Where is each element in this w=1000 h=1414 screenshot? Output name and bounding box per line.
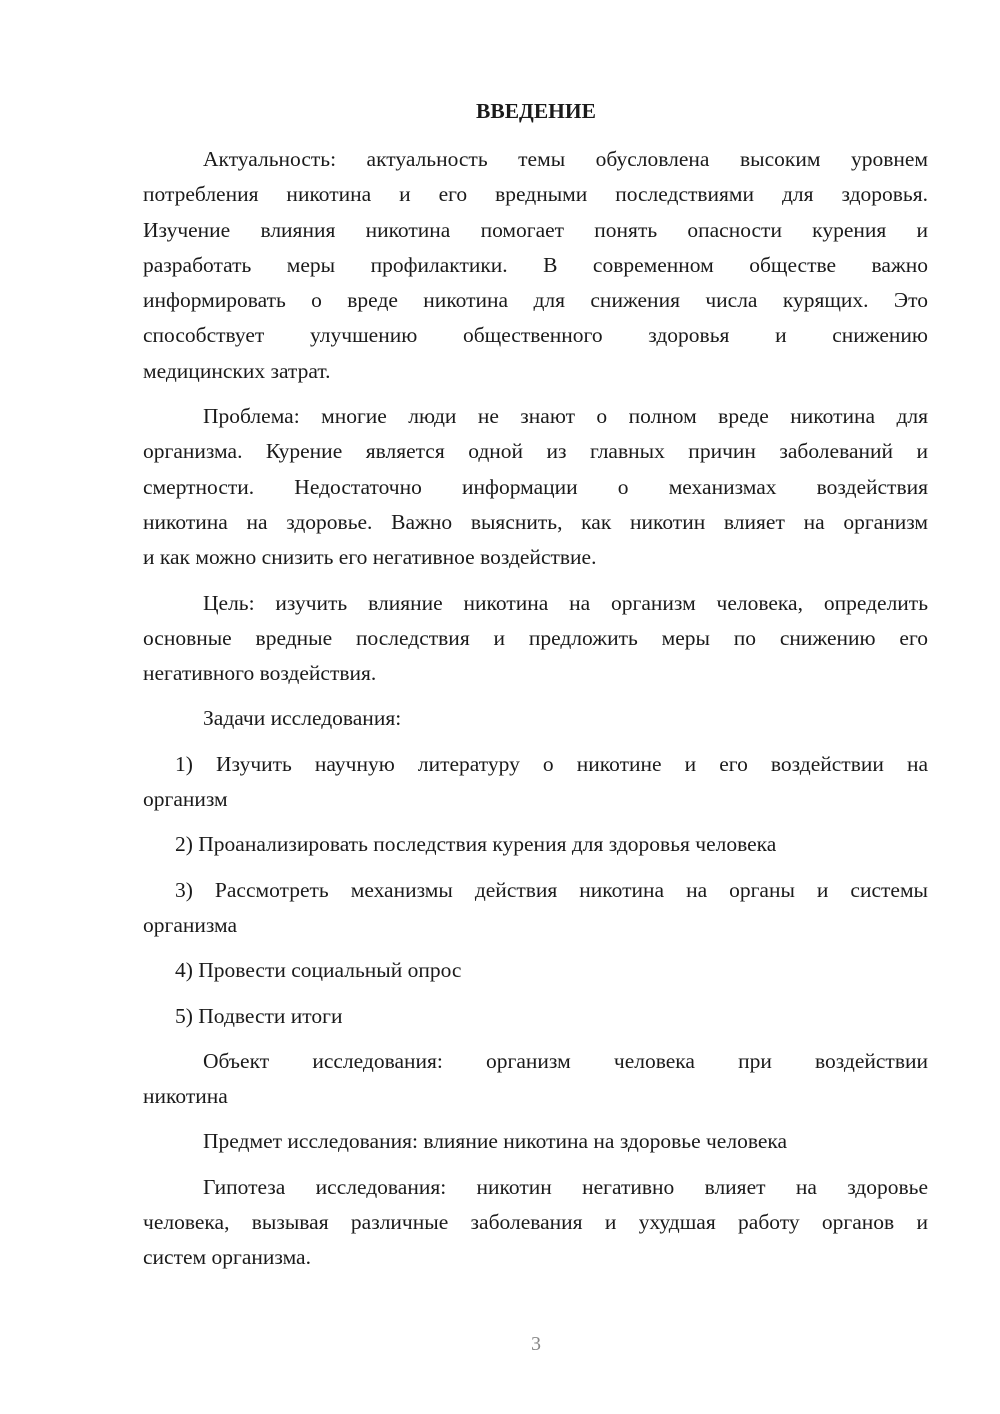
text-line: потребления никотина и его вредными последствиями для здоровья. xyxy=(143,182,928,207)
problem-paragraph xyxy=(143,399,928,575)
task-item xyxy=(143,827,928,862)
section-title: ВВЕДЕНИЕ xyxy=(476,99,596,123)
text-line: никотина xyxy=(143,1084,228,1109)
text-line: Объект исследования: организм человека при воздействии xyxy=(203,1048,928,1073)
text-line: негативного воздействия. xyxy=(143,661,377,686)
text-line: медицинских затрат. xyxy=(143,358,331,383)
text-line: систем организма. xyxy=(143,1245,311,1270)
text-line: организма xyxy=(143,912,238,937)
text-line: Предмет исследования: влияние никотина на здоровье человека xyxy=(203,1129,788,1154)
text-line: смертности. Недостаточно информации о механизмах воздействия xyxy=(143,474,928,499)
text-line: Актуальность: актуальность темы обусловлена высоким уровнем xyxy=(203,147,928,171)
text-line: способствует улучшению общественного здоровья и снижению xyxy=(143,323,928,348)
text-line: 4) Провести социальный опрос xyxy=(175,958,462,983)
page-number: 3 xyxy=(531,1333,541,1355)
relevance-paragraph xyxy=(143,142,928,389)
text-line: организм xyxy=(143,787,228,812)
text-line: основные вредные последствия и предложить меры по снижению его xyxy=(143,625,928,650)
text-line: 3) Рассмотреть механизмы действия никотина на органы и системы xyxy=(175,877,928,902)
tasks-heading xyxy=(143,701,928,736)
text-line: человека, вызывая различные заболевания и ухудшая работу органов и xyxy=(143,1210,928,1235)
goal-paragraph xyxy=(143,586,928,692)
text-line: Цель: изучить влияние никотина на организм человека, определить xyxy=(203,590,928,615)
text-line: организма. Курение является одной из главных причин заболеваний и xyxy=(143,439,928,464)
text-line: разработать меры профилактики. В современном обществе важно xyxy=(143,252,928,277)
text-line: информировать о вреде никотина для снижения числа курящих. Это xyxy=(143,288,928,313)
task-item xyxy=(143,747,928,818)
object-paragraph xyxy=(143,1044,928,1115)
subject-paragraph xyxy=(143,1124,928,1159)
text-line: Гипотеза исследования: никотин негативно влияет на здоровье xyxy=(203,1174,928,1199)
task-item xyxy=(143,953,928,988)
text-line: Проблема: многие люди не знают о полном вреде никотина для xyxy=(203,404,928,429)
text-line: Задачи исследования: xyxy=(203,706,402,731)
task-item xyxy=(143,999,928,1034)
document-body xyxy=(143,142,928,1286)
hypothesis-paragraph xyxy=(143,1170,928,1276)
task-item xyxy=(143,873,928,944)
text-line: 2) Проанализировать последствия курения для здоровья человека xyxy=(175,832,777,857)
text-line: Изучение влияния никотина помогает понять опасности курения и xyxy=(143,217,928,242)
text-line: 1) Изучить научную литературу о никотине и его воздействии на xyxy=(175,751,928,776)
text-line: и как можно снизить его негативное воздействие. xyxy=(143,545,597,570)
text-line: 5) Подвести итоги xyxy=(175,1003,343,1028)
text-line: никотина на здоровье. Важно выяснить, как никотин влияет на организм xyxy=(143,509,928,534)
